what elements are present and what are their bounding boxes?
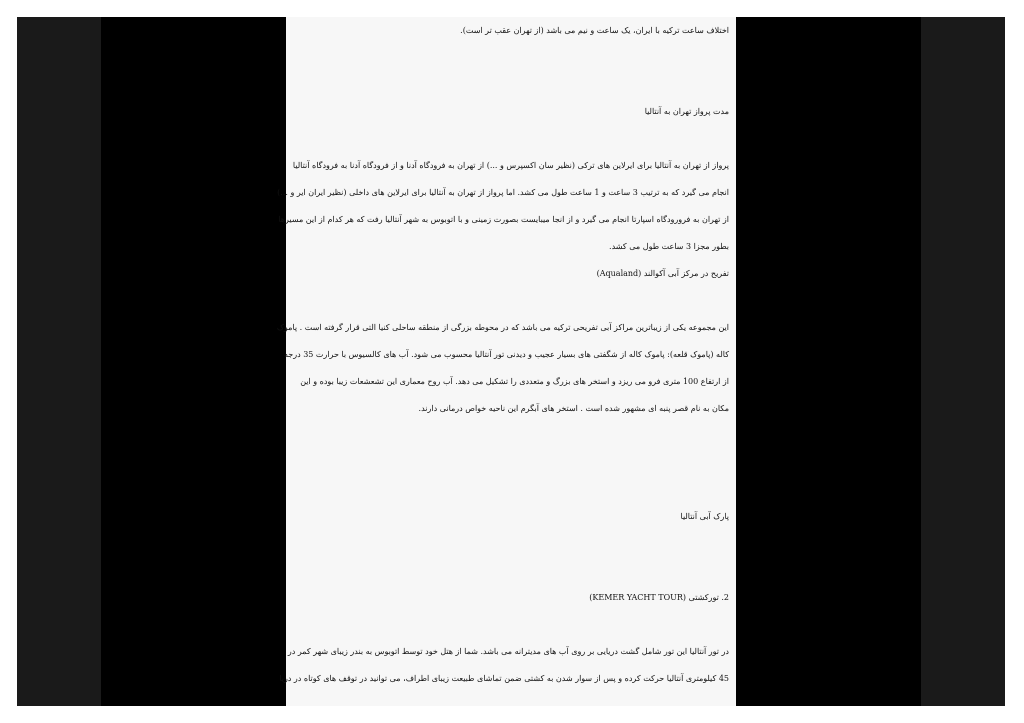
flight-duration-heading: مدت پرواز تهران به آنتالیا [644,107,729,116]
paragraph-line: انجام می گیرد که به ترتیب 3 ساعت و 1 ساعت طول می کشد. اما پرواز از تهران به آنتالیا برای ایرلاین های داخلی (نظیر ایران ایر و ...) [277,188,729,197]
paragraph-line: 45 کیلومتری آنتالیا حرکت کرده و پس از سوار شدن به کشتی ضمن تماشای طبیعت زیبای اطراف، می توانید در توقف های کوتاه در دریا [279,674,729,683]
viewer-background [17,17,1005,706]
left-margin-band [17,17,101,706]
intro-line: اختلاف ساعت ترکیه با ایران، یک ساعت و نیم می باشد (از تهران عقب تر است). [460,26,729,35]
paragraph-line: در تور آنتالیا این تور شامل گشت دریایی بر روی آب های مدیترانه می باشد. شما از هتل خود توسط اتوبوس به بندر زیبای شهر کمر در [287,647,729,656]
paragraph-line: از ارتفاع 100 متری فرو می ریزد و استخر های بزرگ و متعددی را تشکیل می دهد. آب روح معماری این تشعشعات زیبا بوده و این [300,377,729,386]
paragraph-line: کاله (پاموک قلعه): پاموک کاله از شگفتی های بسیار عجیب و دیدنی تور آنتالیا محسوب می شود. آب های کالسیوس با حرارت 35 درجه [283,350,729,359]
yacht-tour-heading: 2. تورکشتی (KEMER YACHT TOUR) [589,593,729,602]
document-content [276,17,736,692]
paragraph-line: پرواز از تهران به آنتالیا برای ایرلاین های ترکی (نظیر سان اکسپرس و ...) از تهران به فرودگاه آدنا و از فرودگاه آدنا به فرودگاه آنتالیا [292,161,729,170]
water-park-heading: پارک آبی آنتالیا [680,512,729,521]
paragraph-line: این مجموعه یکی از زیباترین مراکز آبی تفریحی ترکیه می باشد که در محوطه بزرگی از منطقه ساحلی کنیا التی قرار گرفته است . پاموک [276,323,729,332]
spacer [294,611,729,638]
spacer [294,287,729,314]
right-margin-band [921,17,1005,706]
spacer [294,44,729,98]
aqualand-heading: تفریح در مرکز آبی آکوالند (Aqualand) [596,269,729,278]
spacer [294,530,729,584]
paragraph-line: بطور مجزا 3 ساعت طول می کشد. [609,242,729,251]
paragraph-line: از تهران به فرورودگاه اسپارتا انجام می گیرد و از انجا میبایست بصورت زمینی و با اتوبوس به شهر آنتالیا رفت که هر کدام از این مسیرها [278,215,729,224]
paragraph-line: مکان به نام قصر پنبه ای مشهور شده است . استخر های آبگرم این ناحیه خواص درمانی دارند. [418,404,729,413]
spacer [294,422,729,503]
spacer [294,125,729,152]
document-page[interactable] [276,17,736,706]
